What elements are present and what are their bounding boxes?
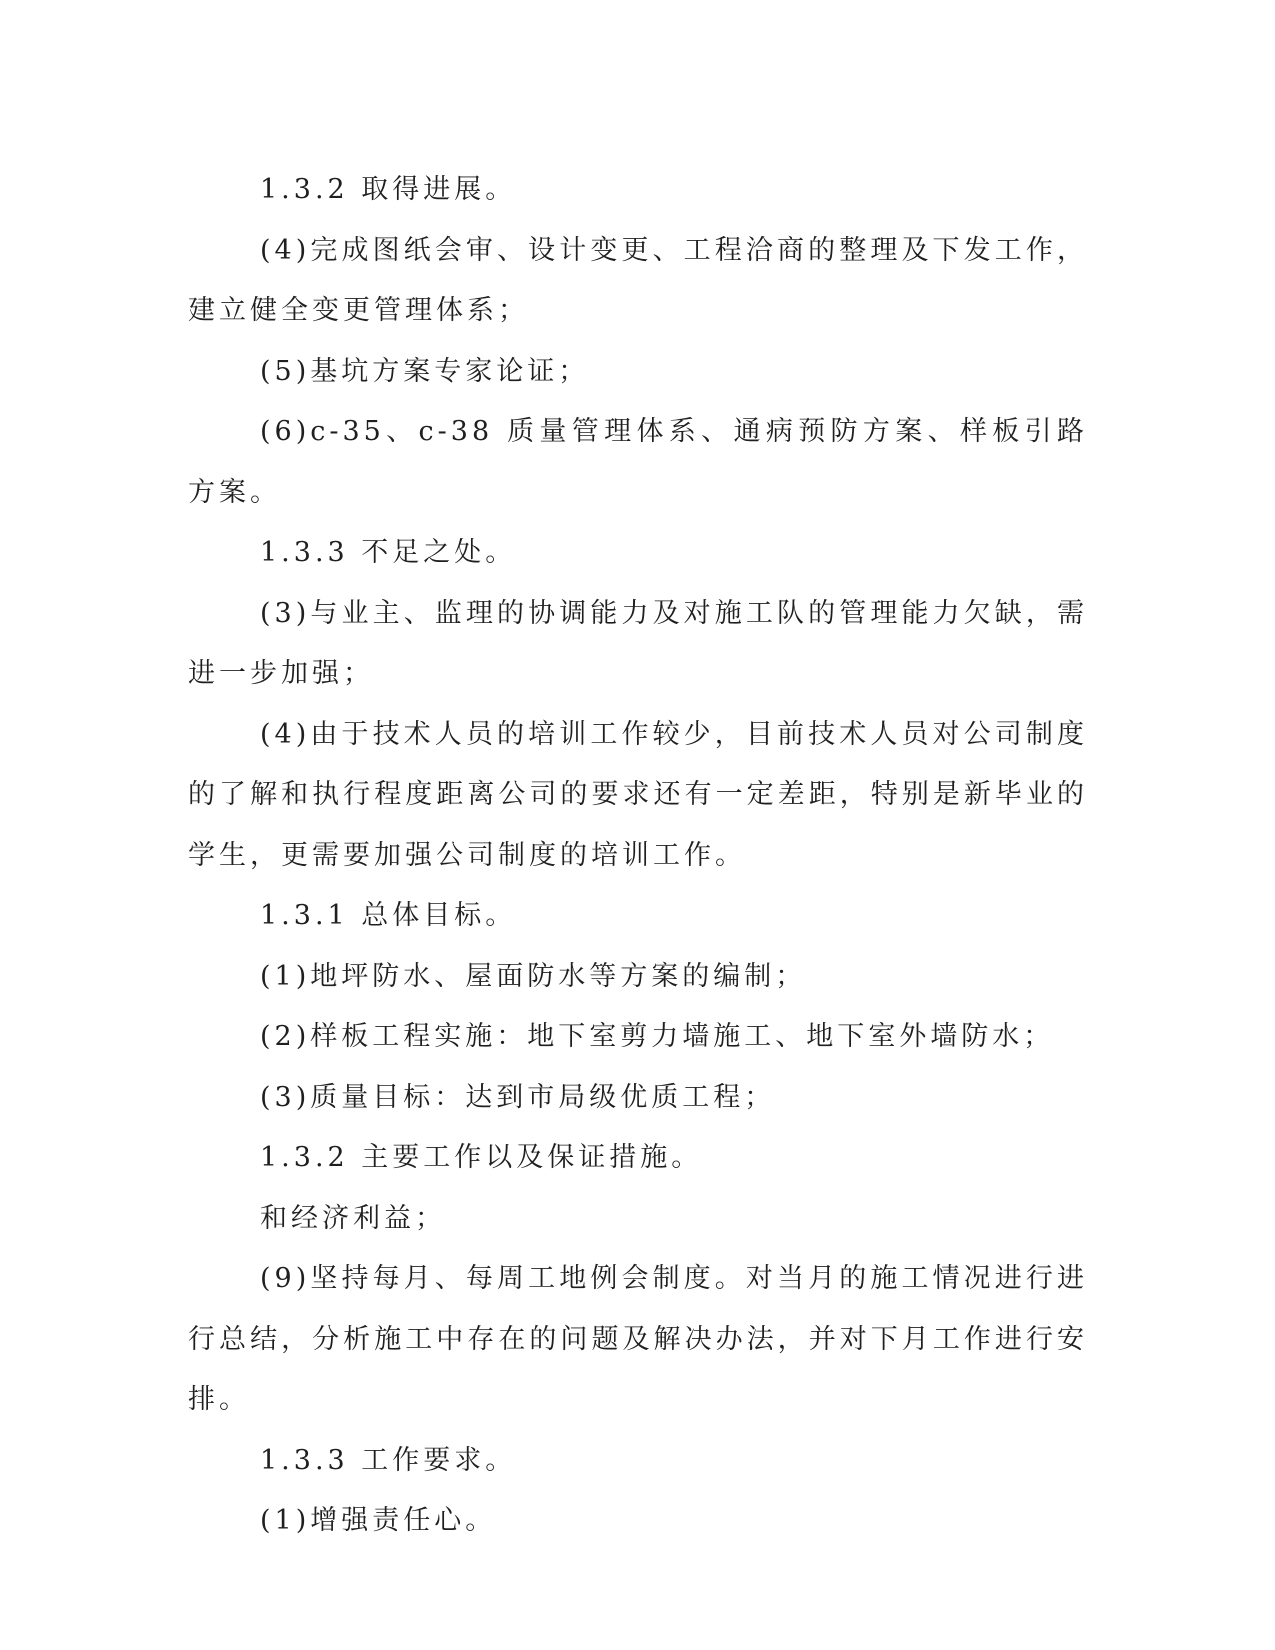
list-item: (3)与业主、监理的协调能力及对施工队的管理能力欠缺，需进一步加强； bbox=[188, 597, 1088, 689]
section-heading: 1.3.1 总体目标。 bbox=[260, 900, 517, 931]
section-heading: 1.3.2 取得进展。 bbox=[260, 174, 517, 205]
list-item: (4)完成图纸会审、设计变更、工程洽商的整理及下发工作，建立健全变更管理体系； bbox=[188, 234, 1088, 326]
list-item: (5)基坑方案专家论证； bbox=[260, 355, 590, 387]
list-item: (1)地坪防水、屋面防水等方案的编制； bbox=[260, 960, 807, 992]
section-heading: 1.3.3 不足之处。 bbox=[260, 537, 517, 568]
document-body bbox=[188, 160, 1088, 1552]
list-item: (6)c-35、c-38 质量管理体系、通病预防方案、样板引路方案。 bbox=[188, 416, 1088, 508]
list-item: (3)质量目标：达到市局级优质工程； bbox=[260, 1081, 776, 1113]
section-heading: 1.3.2 主要工作以及保证措施。 bbox=[260, 1142, 703, 1173]
section-heading: 1.3.3 工作要求。 bbox=[260, 1444, 517, 1476]
list-item: (2)样板工程实施：地下室剪力墙施工、地下室外墙防水； bbox=[260, 1021, 1055, 1052]
list-item: (9)坚持每月、每周工地例会制度。对当月的施工情况进行进行总结，分析施工中存在的问题及解决办法，并对下月工作进行安排。 bbox=[188, 1263, 1088, 1415]
list-item: (1)增强责任心。 bbox=[260, 1505, 497, 1536]
list-item: (4)由于技术人员的培训工作较少，目前技术人员对公司制度的了解和执行程度距离公司的要求还有一定差距，特别是新毕业的学生，更需要加强公司制度的培训工作。 bbox=[188, 718, 1088, 871]
body-text: 和经济利益； bbox=[260, 1202, 446, 1234]
